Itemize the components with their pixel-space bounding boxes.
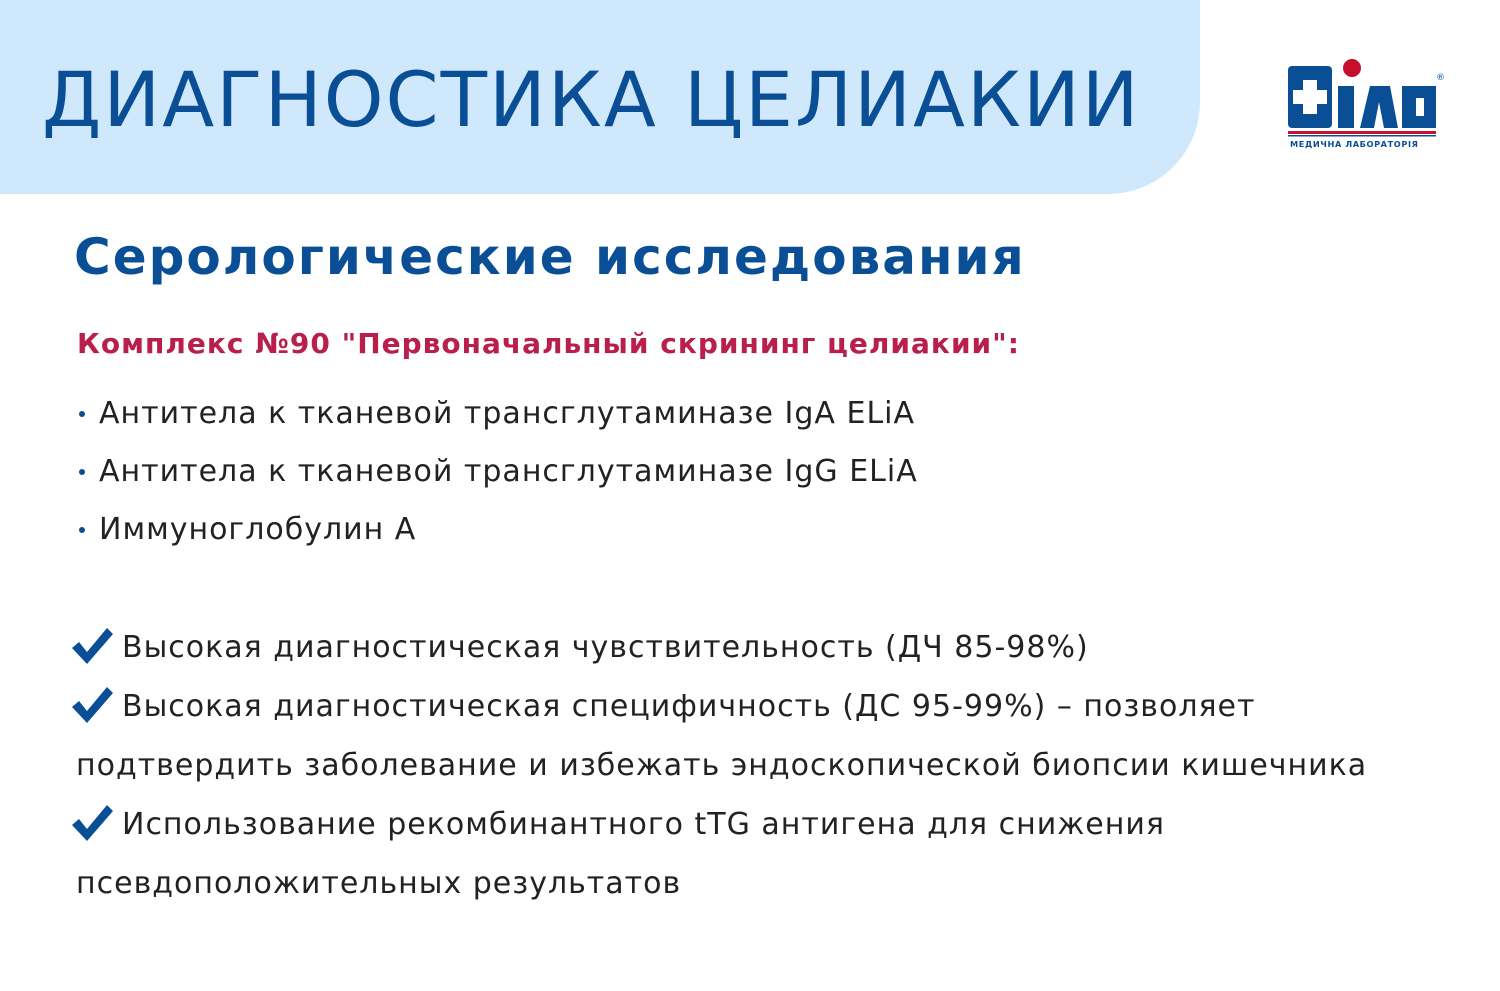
- benefit-text: Использование рекомбинантного tTG антигена для снижения псевдоположительных результатов: [76, 807, 1165, 901]
- dila-logo: [1286, 58, 1446, 150]
- logo-tagline: МЕДИЧНА ЛАБОРАТОРІЯ: [1290, 139, 1419, 149]
- list-item-label: Антитела к тканевой трансглутаминазе IgG ELiA: [99, 454, 918, 489]
- list-item: [77, 443, 918, 501]
- benefit-item: [76, 795, 1466, 913]
- registered-mark: ®: [1436, 73, 1445, 83]
- bullet-icon: [79, 469, 85, 475]
- checkmark-icon: [70, 685, 114, 725]
- bullet-icon: [79, 527, 85, 533]
- complex-items-list: [77, 385, 918, 559]
- checkmark-icon: [70, 803, 114, 843]
- page-title: ДИАГНОСТИКА ЦЕЛИАКИИ: [42, 55, 1141, 144]
- benefit-text: Высокая диагностическая специфичность (ДС 95-99%) – позволяет подтвердить заболевание и избежать эндоскопической биопсии кишечника: [76, 689, 1368, 783]
- checkmark-icon: [70, 626, 114, 666]
- bullet-icon: [79, 411, 85, 417]
- complex-title: Комплекс №90 "Первоначальный скрининг целиакии":: [77, 327, 1020, 360]
- list-item-label: Антитела к тканевой трансглутаминазе IgA ELiA: [99, 396, 916, 431]
- benefit-text: Высокая диагностическая чувствительность (ДЧ 85-98%): [122, 630, 1089, 665]
- benefits-list: [76, 618, 1466, 913]
- section-title: Серологические исследования: [74, 228, 1026, 286]
- benefit-item: [76, 618, 1466, 677]
- list-item-label: Иммуноглобулин А: [99, 512, 417, 547]
- list-item: [77, 385, 918, 443]
- benefit-item: [76, 677, 1466, 795]
- list-item: [77, 501, 918, 559]
